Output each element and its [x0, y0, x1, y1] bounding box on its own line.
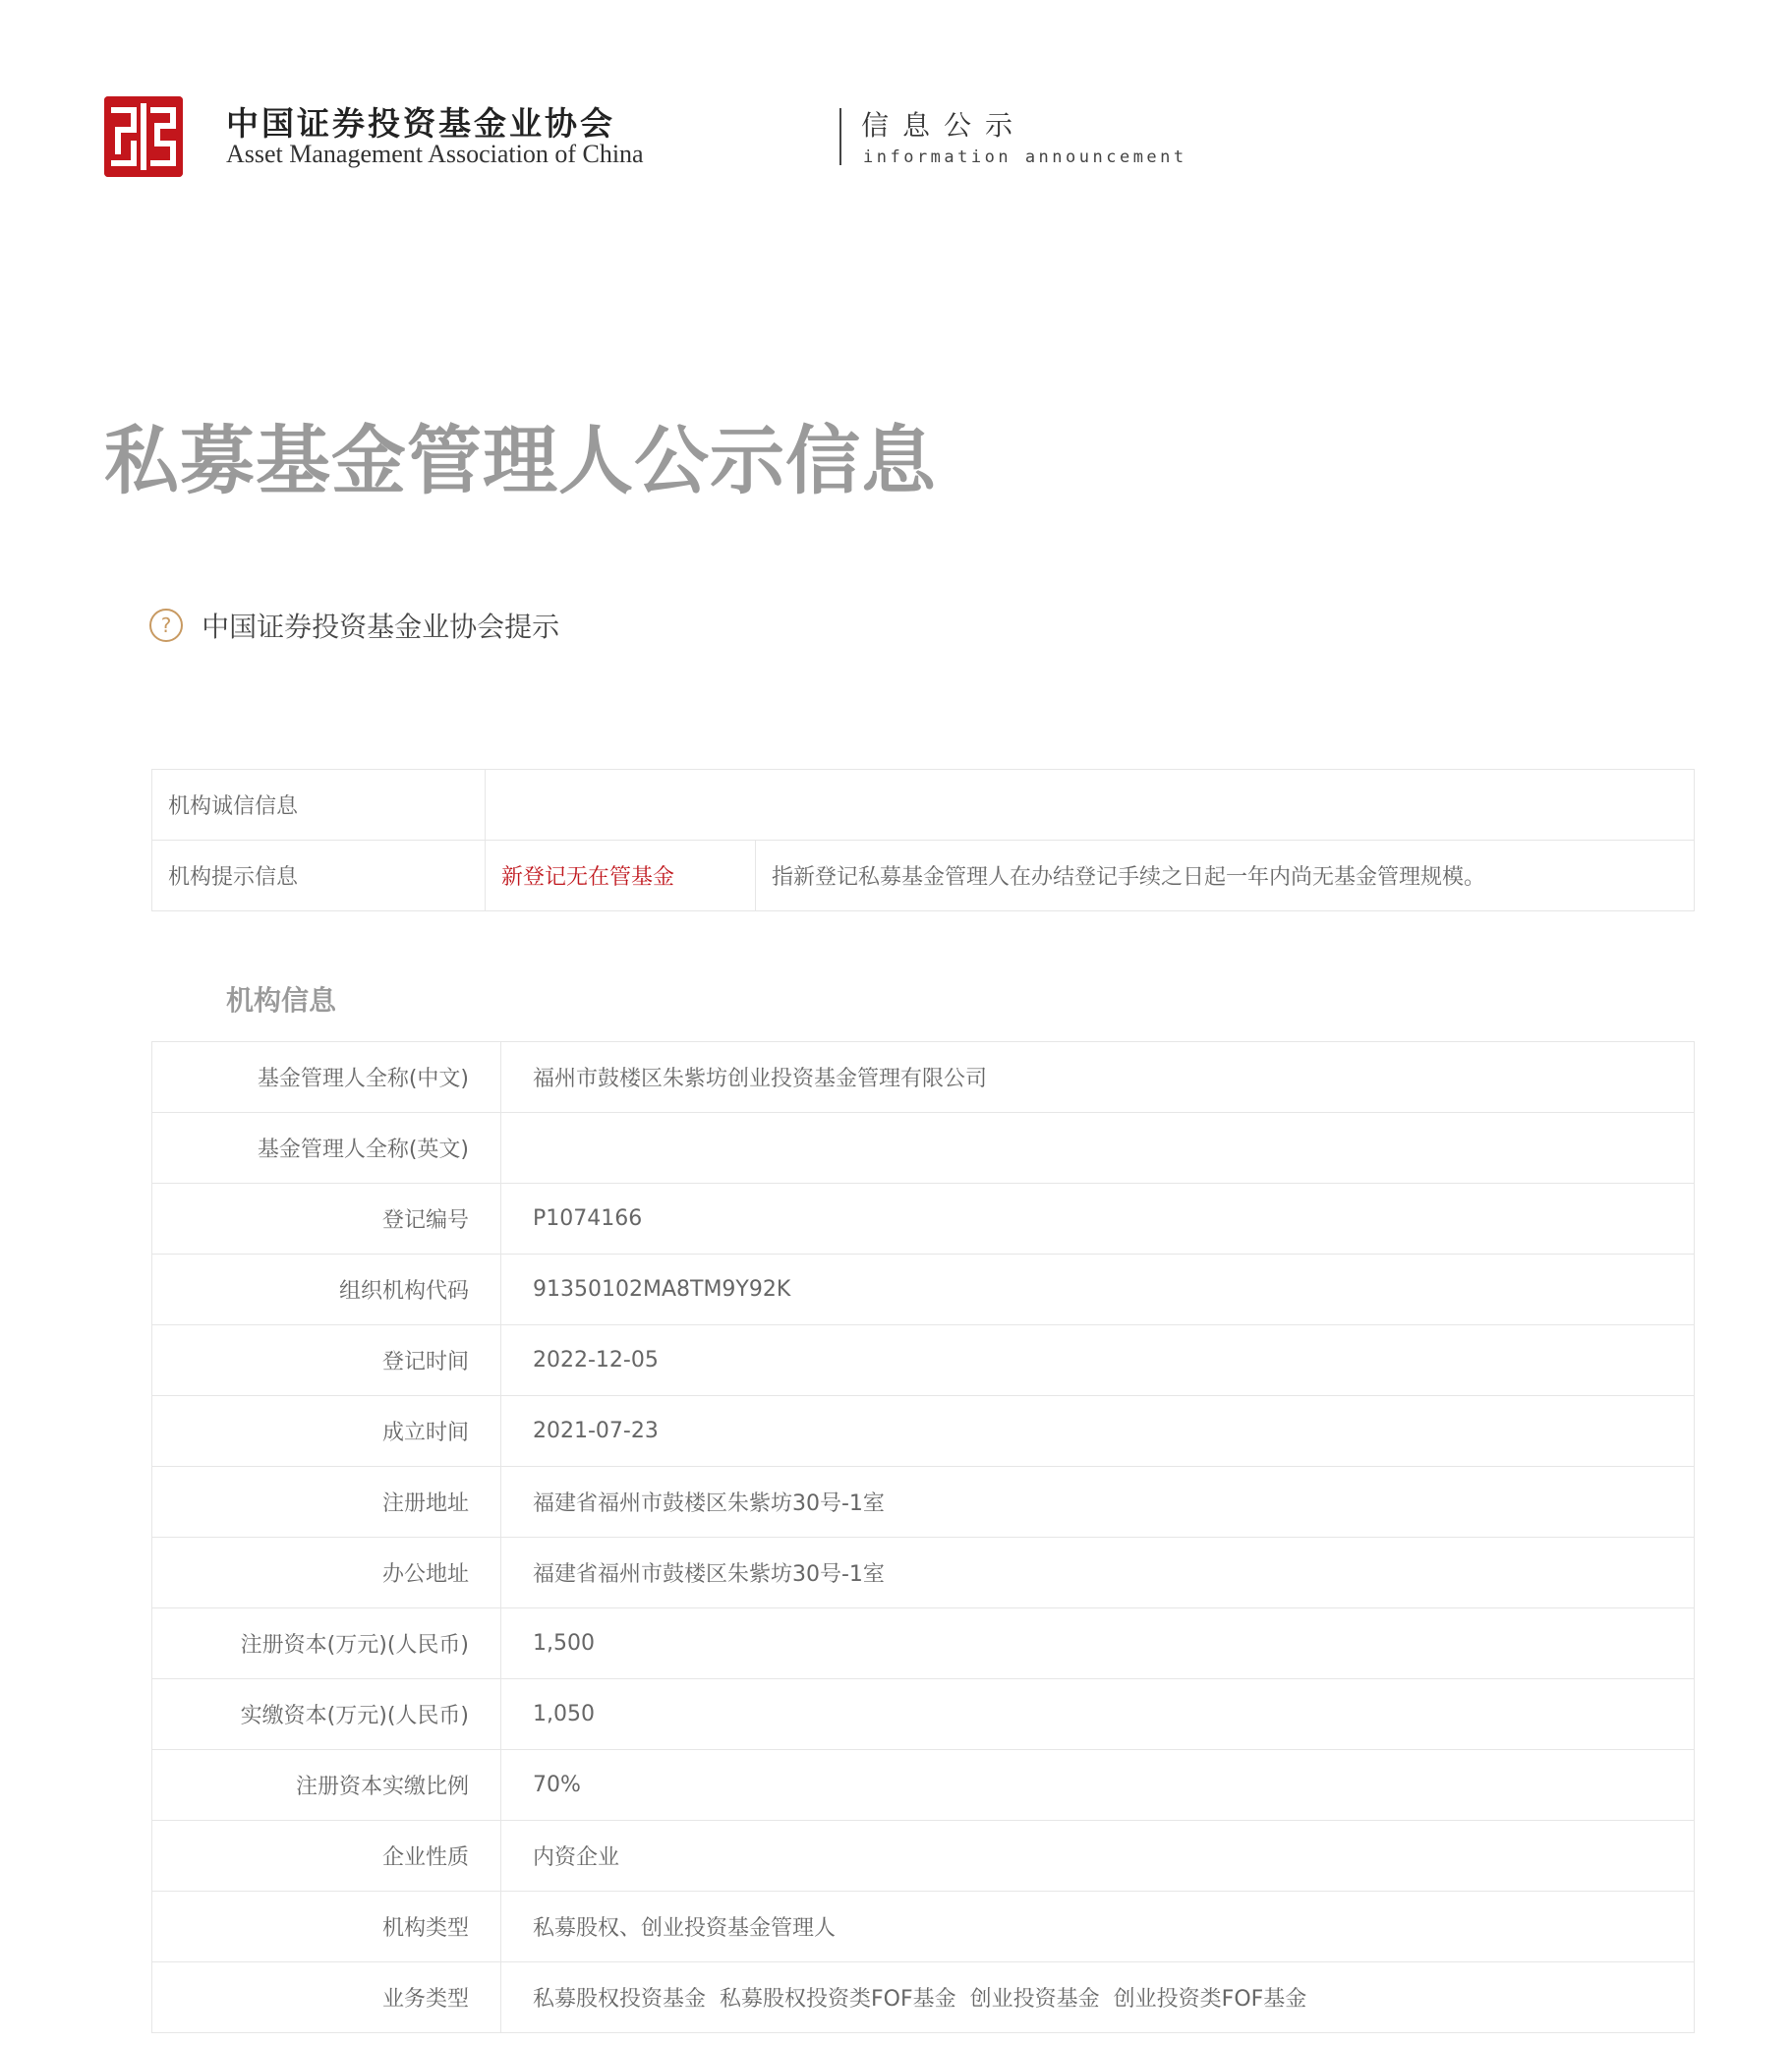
tip-tag: 新登记无在管基金 — [486, 841, 756, 911]
business-type-item: 私募股权投资基金 — [533, 1987, 707, 2012]
seal-icon — [104, 96, 183, 177]
section-name-cn: 信息公示 — [861, 109, 1027, 142]
table-row — [152, 770, 1695, 841]
business-types-value — [501, 1962, 1695, 2033]
table-row — [152, 1892, 1695, 1962]
table-row — [152, 1396, 1695, 1467]
table-row — [152, 1538, 1695, 1608]
table-row — [152, 1113, 1695, 1184]
table-row — [152, 1042, 1695, 1113]
org-info-table — [151, 1041, 1695, 2033]
table-row — [152, 841, 1695, 911]
row-label: 注册地址 — [152, 1467, 501, 1538]
amac-seal-logo[interactable] — [104, 96, 183, 177]
row-label: 实缴资本(万元)(人民币) — [152, 1679, 501, 1750]
row-value: 福建省福州市鼓楼区朱紫坊30号-1室 — [501, 1467, 1695, 1538]
section-name-en: information announcement — [863, 147, 1187, 167]
question-circle-icon: ? — [149, 609, 183, 642]
row-label: 办公地址 — [152, 1538, 501, 1608]
table-row — [152, 1608, 1695, 1679]
table-row — [152, 1325, 1695, 1396]
association-notice[interactable] — [149, 606, 559, 649]
org-name-en: Asset Management Association of China — [226, 140, 644, 168]
notice-text: 中国证券投资基金业协会提示 — [202, 611, 560, 643]
org-info-rows — [152, 1042, 1695, 2033]
row-value: 福州市鼓楼区朱紫坊创业投资基金管理有限公司 — [501, 1042, 1695, 1113]
row-label: 基金管理人全称(英文) — [152, 1113, 501, 1184]
row-value: 私募股权、创业投资基金管理人 — [501, 1892, 1695, 1962]
credit-info-table — [151, 769, 1695, 911]
row-label: 企业性质 — [152, 1821, 501, 1892]
row-value: 1,500 — [501, 1608, 1695, 1679]
tip-label: 机构提示信息 — [152, 841, 486, 911]
row-value: 2021-07-23 — [501, 1396, 1695, 1467]
row-label: 登记编号 — [152, 1184, 501, 1255]
row-value: 内资企业 — [501, 1821, 1695, 1892]
integrity-value — [486, 770, 1695, 841]
page-title: 私募基金管理人公示信息 — [104, 417, 937, 504]
row-label: 注册资本实缴比例 — [152, 1750, 501, 1821]
site-header — [104, 94, 1185, 183]
row-label: 登记时间 — [152, 1325, 501, 1396]
tip-description: 指新登记私募基金管理人在办结登记手续之日起一年内尚无基金管理规模。 — [756, 841, 1695, 911]
table-row — [152, 1750, 1695, 1821]
business-types-label: 业务类型 — [152, 1962, 501, 2033]
table-row — [152, 1821, 1695, 1892]
row-value: 福建省福州市鼓楼区朱紫坊30号-1室 — [501, 1538, 1695, 1608]
row-value: 2022-12-05 — [501, 1325, 1695, 1396]
row-label: 注册资本(万元)(人民币) — [152, 1608, 501, 1679]
table-row — [152, 1255, 1695, 1325]
section-title-org-info: 机构信息 — [226, 984, 337, 1017]
table-row — [152, 1679, 1695, 1750]
business-type-item: 创业投资基金 — [969, 1987, 1100, 2012]
row-label: 组织机构代码 — [152, 1255, 501, 1325]
row-label: 基金管理人全称(中文) — [152, 1042, 501, 1113]
business-type-item: 创业投资类FOF基金 — [1113, 1987, 1307, 2012]
row-label: 机构类型 — [152, 1892, 501, 1962]
business-type-item: 私募股权投资类FOF基金 — [720, 1987, 956, 2012]
row-value: P1074166 — [501, 1184, 1695, 1255]
row-value: 1,050 — [501, 1679, 1695, 1750]
row-label: 成立时间 — [152, 1396, 501, 1467]
row-value: 70% — [501, 1750, 1695, 1821]
org-name-cn: 中国证券投资基金业协会 — [226, 104, 615, 143]
row-value: 91350102MA8TM9Y92K — [501, 1255, 1695, 1325]
header-divider — [839, 108, 841, 165]
table-row — [152, 1962, 1695, 2033]
table-row — [152, 1184, 1695, 1255]
integrity-label: 机构诚信信息 — [152, 770, 486, 841]
row-value — [501, 1113, 1695, 1184]
table-row — [152, 1467, 1695, 1538]
